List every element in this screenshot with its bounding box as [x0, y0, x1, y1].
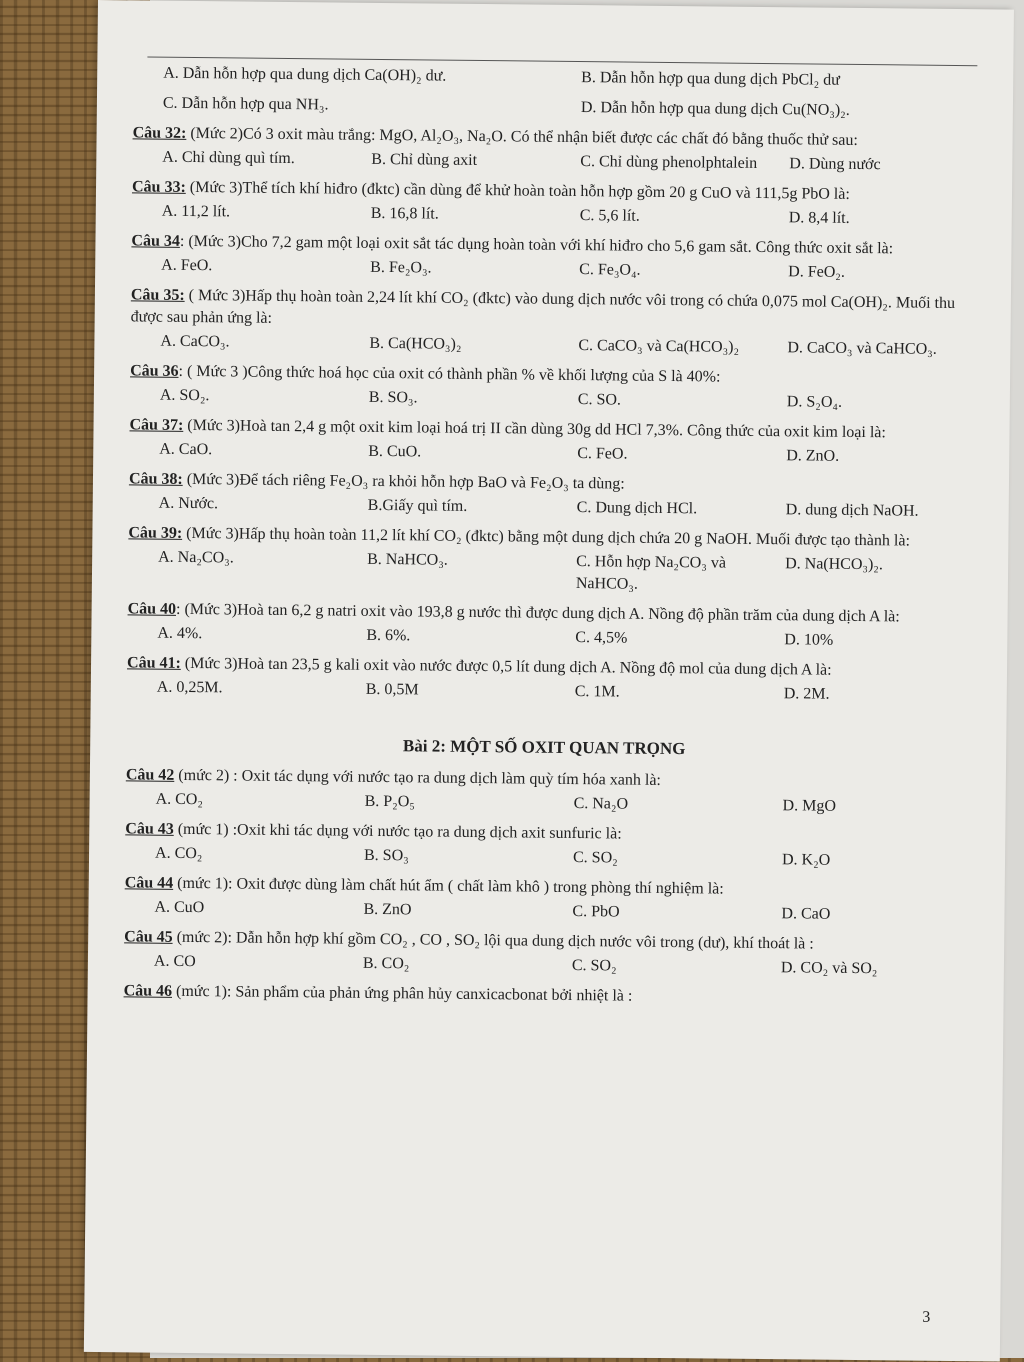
answer-option: A. CO — [153, 952, 196, 971]
answer-option: D. ZnO. — [786, 447, 840, 465]
question-body: (Mức 3)Hấp thụ hoàn toàn 11,2 lít khí CO₂ (đktc) bằng một dung dịch chứa 20 g NaOH. Muối được tạo thành là: — [182, 524, 911, 550]
question-body: (mức 2) : Oxit tác dụng với nước tạo ra dung dịch làm quỳ tím hóa xanh là: — [174, 766, 662, 789]
answer-option: B. NaHCO₃. — [367, 550, 448, 569]
answer-option: C. SO. — [577, 391, 622, 409]
question — [127, 598, 963, 653]
answer-option: C. Chỉ dùng phenolphtalein — [580, 153, 758, 172]
answer-option: C. SO₂ — [572, 849, 618, 867]
answer-option: D. Dùng nước — [789, 155, 881, 174]
question-body: (Mức 3)Thể tích khí hiđro (đktc) cần dùng để khử hoàn toàn hỗn hợp gồm 20 g CuO và 111,5g PbO là: — [185, 178, 850, 203]
answer-option: C. Hỗn hợp Na₂CO₃ và NaHCO₃. — [575, 553, 727, 593]
answer-option: B. 16,8 lít. — [370, 204, 439, 223]
answer-option: B. Ca(HCO₃)₂ — [369, 334, 462, 353]
answer-option: C. CaCO₃ và Ca(HCO₃)₂ — [578, 337, 740, 356]
answer-option: A. Nước. — [158, 494, 219, 513]
question — [125, 818, 961, 873]
question-body: (Mức 3)Để tách riêng Fe₂O₃ ra khỏi hỗn hợp BaO và Fe₂O₃ ta dùng: — [182, 470, 625, 493]
answer-option: B. Chỉ dùng axit — [371, 150, 478, 169]
answer-option: A. FeO. — [161, 256, 213, 275]
option-b: B. Dẫn hỗn hợp qua dung dịch PbCl₂ dư — [581, 69, 840, 89]
answer-option: D. S₂O₄. — [786, 393, 843, 411]
answer-option: C. FeO. — [577, 445, 628, 463]
answer-option: C. 1M. — [574, 683, 620, 701]
answer-option: C. 4,5% — [575, 629, 628, 647]
option-d: D. Dẫn hỗn hợp qua dung dịch Cu(NO₃)₂. — [580, 99, 850, 119]
answer-option: A. CO₂ — [154, 844, 203, 863]
question — [131, 230, 967, 285]
question-list-2 — [124, 764, 962, 1011]
answer-option: D. Na(HCO₃)₂. — [785, 555, 884, 574]
answer-option: B.Giấy quì tím. — [367, 496, 468, 515]
option-row — [133, 92, 969, 123]
answer-option: D. 8,4 lít. — [788, 209, 850, 227]
answer-option: D. 2M. — [783, 685, 830, 703]
answer-option: A. Chỉ dùng quì tím. — [162, 148, 295, 168]
question — [128, 522, 965, 599]
answer-option: B. SO₃ — [363, 846, 409, 865]
answer-option: B. CO₂ — [362, 954, 410, 973]
answer-option: B. SO₃. — [368, 388, 418, 407]
question-number: Câu 37: — [129, 416, 184, 434]
question — [132, 176, 968, 231]
answer-option: A. SO₂. — [159, 386, 210, 405]
answer-option: A. CaCO₃. — [160, 332, 230, 351]
question-number: Câu 42 — [125, 766, 175, 784]
question-body: (mức 1) :Oxit khi tác dụng với nước tạo ra dung dịch axit sunfuric là: — [173, 820, 622, 843]
question-number: Câu 35: — [130, 286, 185, 304]
question-body: (Mức 2)Có 3 oxit màu trắng: MgO, Al₂O₃, Na₂O. Có thể nhận biết được các chất đó bằng thuốc thử sau: — [186, 124, 858, 149]
question-number: Câu 38: — [128, 470, 183, 488]
question-number: Câu 39: — [128, 524, 183, 542]
question — [132, 122, 968, 177]
question-number: Câu 36 — [130, 362, 179, 380]
answer-option: C. Na₂O — [573, 795, 629, 813]
question-body: (mức 2): Dẫn hỗn hợp khí gồm CO₂ , CO , SO₂ lội qua dung dịch nước vôi trong (dư), khí thoát là : — [172, 928, 814, 953]
answer-option: A. CaO. — [159, 440, 213, 459]
answer-option: D. MgO — [782, 797, 837, 815]
answer-option: D. 10% — [784, 631, 834, 649]
answer-option: A. CO₂ — [155, 790, 204, 809]
question-number: Câu 33: — [131, 178, 186, 196]
section-title: Bài 2: MỘT SỐ OXIT QUAN TRỌNG — [402, 736, 686, 759]
answer-option: A. 11,2 lít. — [161, 202, 231, 221]
document-page — [84, 0, 1014, 1362]
question-number: Câu 41: — [126, 654, 181, 672]
question — [124, 980, 960, 1011]
question-text — [124, 980, 960, 1011]
answer-option: B. P₂O₅ — [364, 792, 415, 811]
option-c: C. Dẫn hỗn hợp qua NH₃. — [162, 94, 329, 114]
answer-option: D. K₂O — [781, 851, 831, 869]
question-body: : (Mức 3)Cho 7,2 gam một loại oxit sắt tác dụng hoàn toàn với khí hiđro cho 5,6 gam sắt. Công thức oxit sắt là: — [179, 232, 894, 258]
answer-option: C. Fe₃O₄. — [579, 261, 641, 279]
question — [130, 284, 967, 361]
answer-option: B. ZnO — [363, 900, 412, 919]
question-number: Câu 45 — [124, 928, 173, 946]
answer-option: B. 6%. — [366, 626, 411, 645]
answer-option: C. SO₂ — [571, 957, 617, 975]
answer-option: A. 4%. — [157, 624, 203, 643]
question — [124, 926, 960, 981]
page-number: 3 — [922, 1308, 931, 1326]
question-body: (Mức 3)Hoà tan 2,4 g một oxit kim loại hoá trị II cần dùng 30g dd HCl 7,3%. Công thức của oxit kim loại là: — [183, 416, 886, 442]
answer-option: C. 5,6 lít. — [579, 207, 640, 225]
page-content — [124, 62, 970, 1011]
question — [129, 414, 965, 469]
answer-option: A. 0,25M. — [156, 678, 223, 697]
answer-option: B. 0,5M — [365, 680, 419, 699]
question-body: (mức 1): Oxit được dùng làm chất hút ẩm ( chất làm khô ) trong phòng thí nghiệm là: — [173, 874, 724, 898]
answer-option: B. Fe₂O₃. — [370, 258, 432, 277]
question-number: Câu 43 — [125, 820, 174, 838]
question-text — [131, 284, 967, 337]
question-body: : ( Mức 3 )Công thức hoá học của oxit có thành phần % về khối lượng của S là 40%: — [178, 362, 721, 386]
question — [129, 468, 965, 523]
question — [126, 764, 962, 819]
option-row — [133, 62, 969, 93]
option-a: A. Dẫn hỗn hợp qua dung dịch Ca(OH)₂ dư. — [163, 64, 447, 85]
question-list — [127, 122, 969, 707]
question-body: ( Mức 3)Hấp thụ hoàn toàn 2,24 lít khí CO₂ (đktc) vào dung dịch nước vôi trong có chứa 0,075 mol Ca(OH)₂. Muối thu được sau phản ứng là: — [130, 286, 956, 327]
answer-option: C. Dung dịch HCl. — [576, 499, 698, 518]
answer-option: D. FeO₂. — [788, 263, 845, 281]
question-number: Câu 46 — [123, 982, 173, 1000]
question-number: Câu 34 — [131, 232, 181, 250]
question — [124, 872, 960, 927]
answer-option: A. Na₂CO₃. — [158, 548, 234, 567]
answer-option: D. CaO — [781, 905, 831, 923]
answer-option: D. CO₂ và SO₂ — [780, 959, 878, 978]
answer-option: A. CuO — [154, 898, 205, 917]
answer-option: D. dung dịch NaOH. — [785, 501, 919, 520]
question-body: : (Mức 3)Hoà tan 6,2 g natri oxit vào 193,8 g nước thì được dung dịch A. Nồng độ phần trăm của dung dịch A là: — [175, 600, 900, 626]
answer-option: C. PbO — [572, 903, 620, 921]
question-number: Câu 32: — [132, 124, 187, 142]
options-row — [128, 546, 964, 599]
question-body: (mức 1): Sản phẩm của phản ứng phân hủy canxicacbonat bởi nhiệt là : — [171, 982, 633, 1005]
question — [127, 652, 963, 707]
answer-option: B. CuO. — [368, 442, 422, 461]
answer-option: D. CaCO₃ và CaHCO₃. — [787, 339, 937, 358]
question-body: (Mức 3)Hoà tan 23,5 g kali oxit vào nước được 0,5 lít dung dịch A. Nồng độ mol của dung dịch A là: — [180, 654, 832, 679]
question-number: Câu 44 — [124, 874, 174, 892]
question — [130, 360, 966, 415]
question-number: Câu 40 — [127, 600, 177, 618]
